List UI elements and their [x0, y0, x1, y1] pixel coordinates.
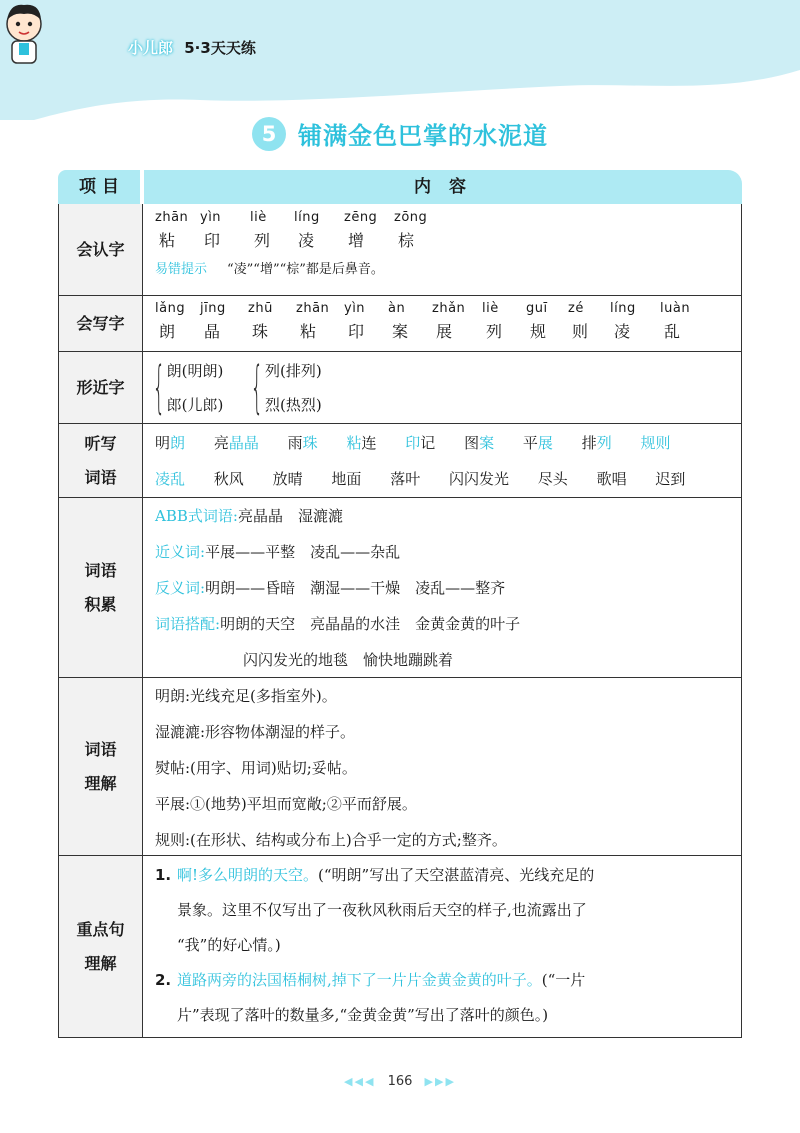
header-wave	[0, 0, 800, 120]
key-sentence	[155, 963, 729, 1033]
label-line: 词语	[84, 467, 117, 487]
pinyin: zhū	[248, 301, 273, 316]
collocations	[155, 606, 729, 642]
brand	[128, 37, 256, 58]
dictation-word: 歌唱	[596, 470, 627, 488]
collocations-cont: 闪闪发光的地毯 愉快地蹦跳着	[243, 651, 454, 669]
page-footer	[0, 1074, 800, 1089]
pinyin: guī	[526, 301, 548, 316]
char-item	[250, 210, 294, 252]
word-new-char: 印	[405, 434, 421, 452]
dictation-word	[523, 434, 553, 452]
dictation-word: 闪闪发光	[448, 470, 509, 488]
row-label	[59, 498, 143, 677]
sentence-note: (“明朗”写出了天空湛蓝清亮、光线充足的	[318, 866, 595, 884]
dictation-word: 迟到	[655, 470, 686, 488]
word-part: 图	[464, 434, 480, 452]
dictation-word: 秋风	[213, 470, 244, 488]
header-item-col: 项 目	[58, 170, 140, 204]
hanzi: 案	[392, 322, 409, 341]
hanzi: 珠	[252, 322, 269, 341]
row-label: 形近字	[59, 352, 143, 423]
dictation-word	[464, 434, 494, 452]
error-tip	[155, 258, 729, 277]
pinyin: zēng	[344, 210, 378, 225]
label-line: 理解	[84, 953, 117, 973]
hanzi: 凌	[298, 231, 315, 250]
tip-tag: 易错提示	[155, 262, 208, 277]
mascot-icon	[0, 0, 48, 68]
char-item	[200, 301, 248, 343]
word-new-char: 粘	[346, 434, 362, 452]
hanzi: 则	[572, 322, 589, 341]
similar-char: 朗(明朗)	[166, 361, 224, 380]
word-new-char: 晶晶	[228, 434, 259, 452]
row-huixiezi	[58, 296, 742, 352]
antonym-text: 明朗——昏暗 潮湿——干燥 凌乱——整齐	[205, 579, 506, 597]
row-content	[143, 424, 741, 497]
hanzi: 展	[436, 322, 453, 341]
definition-line: 明朗:光线充足(多指室外)。	[155, 687, 337, 705]
similar-char: 郎(儿郎)	[166, 395, 224, 414]
hanzi: 列	[486, 322, 503, 341]
label-line: 听写	[84, 433, 117, 453]
row-label	[59, 424, 143, 497]
word-part: 平	[522, 434, 538, 452]
hanzi: 规	[530, 322, 547, 341]
label-line: 重点句	[76, 919, 125, 939]
hanzi: 印	[348, 322, 365, 341]
table-header	[58, 170, 742, 204]
sentence-number: 1.	[155, 866, 172, 884]
row-content	[143, 204, 741, 295]
word-part: 雨	[287, 434, 303, 452]
pinyin: lǎng	[155, 301, 186, 316]
char-grid	[155, 301, 729, 343]
hanzi: 晶	[204, 322, 221, 341]
word-new-char: 朗	[170, 434, 186, 452]
definition-line: 规则:(在形状、结构或分布上)合乎一定的方式;整齐。	[155, 831, 507, 849]
row-content	[143, 352, 741, 423]
row-content	[143, 296, 741, 351]
char-item	[660, 301, 702, 343]
hanzi: 增	[348, 231, 365, 250]
dictation-line	[155, 461, 729, 497]
series-name: 5·3天天练	[184, 39, 256, 57]
dictation-word: 规则	[640, 434, 671, 452]
dictation-line	[155, 425, 729, 461]
dictation-word	[155, 434, 185, 452]
synonyms	[155, 534, 729, 570]
row-jilei	[58, 498, 742, 678]
word-part: 排	[581, 434, 597, 452]
char-item	[482, 301, 526, 343]
similar-group	[151, 354, 223, 422]
page-header	[0, 0, 800, 120]
word-new-char: 珠	[302, 434, 318, 452]
pinyin: yìn	[200, 210, 222, 225]
dictation-word: 落叶	[390, 470, 421, 488]
word-part: 连	[361, 434, 377, 452]
study-table	[58, 170, 742, 1038]
pinyin: zé	[568, 301, 584, 316]
hanzi: 朗	[159, 322, 176, 341]
sentence-number: 2.	[155, 971, 172, 989]
lesson-title: 铺满金色巴掌的水泥道	[298, 122, 548, 150]
pinyin: àn	[388, 301, 406, 316]
dictation-word	[214, 434, 259, 452]
char-item	[294, 210, 344, 252]
char-item	[568, 301, 610, 343]
word-new-char: 案	[479, 434, 495, 452]
hanzi: 乱	[664, 322, 681, 341]
char-item	[344, 210, 394, 252]
row-zhongdian	[58, 856, 742, 1038]
hanzi: 粘	[159, 231, 176, 250]
similar-char: 烈(热烈)	[265, 395, 322, 414]
hanzi: 棕	[398, 231, 415, 250]
char-item	[526, 301, 568, 343]
dictation-word	[582, 434, 612, 452]
synonym-tag: 近义词:	[155, 543, 206, 561]
left-arrows-icon: ◀◀◀	[344, 1075, 376, 1088]
label-line: 积累	[84, 594, 117, 614]
hanzi: 凌	[614, 322, 631, 341]
char-item	[388, 301, 432, 343]
similar-char: 列(排列)	[265, 361, 322, 380]
definition-line: 平展:①(地势)平坦而宽敞;②平而舒展。	[155, 795, 417, 813]
label-line: 理解	[84, 773, 117, 793]
antonym-tag: 反义词:	[155, 579, 206, 597]
sentence-note: 景象。这里不仅写出了一夜秋风秋雨后天空的样子,也流露出了	[177, 901, 587, 919]
char-item	[344, 301, 388, 343]
pinyin: líng	[610, 301, 636, 316]
tip-text: “凌”“增”“棕”都是后鼻音。	[227, 262, 384, 277]
char-item	[432, 301, 482, 343]
pinyin: jīng	[200, 301, 226, 316]
row-content	[143, 678, 741, 855]
sentence-note: “我”的好心情。)	[177, 936, 281, 954]
dictation-word: 地面	[331, 470, 362, 488]
sentence-note: 片”表现了落叶的数量多,“金黄金黄”写出了落叶的颜色。)	[177, 1006, 549, 1024]
synonym-text: 平展——平整 凌乱——杂乱	[205, 543, 401, 561]
brace-icon: {	[250, 354, 264, 420]
label-line: 词语	[84, 560, 117, 580]
char-item	[200, 210, 250, 252]
pinyin: yìn	[344, 301, 366, 316]
row-label	[59, 856, 143, 1037]
antonyms	[155, 570, 729, 606]
collocation-tag: 词语搭配:	[155, 615, 221, 633]
pinyin: luàn	[660, 301, 691, 316]
brand-name: 小儿郎	[128, 39, 174, 57]
brace-icon: {	[152, 354, 166, 420]
row-lijie	[58, 678, 742, 856]
pinyin: liè	[482, 301, 499, 316]
right-arrows-icon: ▶▶▶	[424, 1075, 456, 1088]
pinyin: líng	[294, 210, 320, 225]
label-line: 词语	[84, 739, 117, 759]
pinyin: zhān	[296, 301, 330, 316]
header-content-col: 内 容	[144, 170, 742, 204]
row-huirenzi	[58, 204, 742, 296]
row-tingxie	[58, 424, 742, 498]
dictation-word	[346, 434, 376, 452]
sentence-quote: 啊!多么明朗的天空。	[177, 866, 319, 884]
abb-text: 亮晶晶 湿漉漉	[237, 507, 343, 525]
pinyin: zōng	[394, 210, 428, 225]
row-label	[59, 678, 143, 855]
hanzi: 粘	[300, 322, 317, 341]
similar-group	[249, 354, 321, 422]
collocation-text: 明朗的天空 亮晶晶的水洼 金黄金黄的叶子	[220, 615, 521, 633]
dictation-word: 尽头	[537, 470, 568, 488]
word-part: 亮	[213, 434, 229, 452]
row-xingjinzi	[58, 352, 742, 424]
word-part: 明	[155, 434, 171, 452]
char-item	[296, 301, 344, 343]
hanzi: 印	[204, 231, 221, 250]
row-label: 会写字	[59, 296, 143, 351]
definition-line: 熨帖:(用字、用词)贴切;妥帖。	[155, 759, 357, 777]
word-new-char: 展	[537, 434, 553, 452]
dictation-word: 凌乱	[155, 470, 186, 488]
abb-words	[155, 498, 729, 534]
row-content	[143, 856, 741, 1037]
pinyin: zhǎn	[432, 301, 466, 316]
char-item	[394, 210, 439, 252]
dictation-word	[405, 434, 435, 452]
lesson-heading	[0, 116, 800, 151]
char-item	[155, 210, 200, 252]
abb-tag: ABB式词语:	[155, 507, 238, 525]
char-item	[248, 301, 296, 343]
page-number: 166	[387, 1074, 413, 1089]
sentence-quote: 道路两旁的法国梧桐树,掉下了一片片金黄金黄的叶子。	[177, 971, 542, 989]
hanzi: 列	[254, 231, 271, 250]
lesson-number: 5	[252, 117, 286, 151]
pinyin: zhān	[155, 210, 189, 225]
char-item	[610, 301, 660, 343]
dictation-word: 放晴	[272, 470, 303, 488]
char-item	[155, 301, 200, 343]
dictation-word	[288, 434, 318, 452]
word-new-char: 列	[596, 434, 612, 452]
row-label: 会认字	[59, 204, 143, 295]
sentence-note: (“一片	[541, 971, 586, 989]
key-sentence	[155, 858, 729, 963]
char-grid	[155, 210, 729, 252]
definition-line: 湿漉漉:形容物体潮湿的样子。	[155, 723, 356, 741]
word-part: 记	[420, 434, 436, 452]
pinyin: liè	[250, 210, 267, 225]
row-content	[143, 498, 741, 677]
